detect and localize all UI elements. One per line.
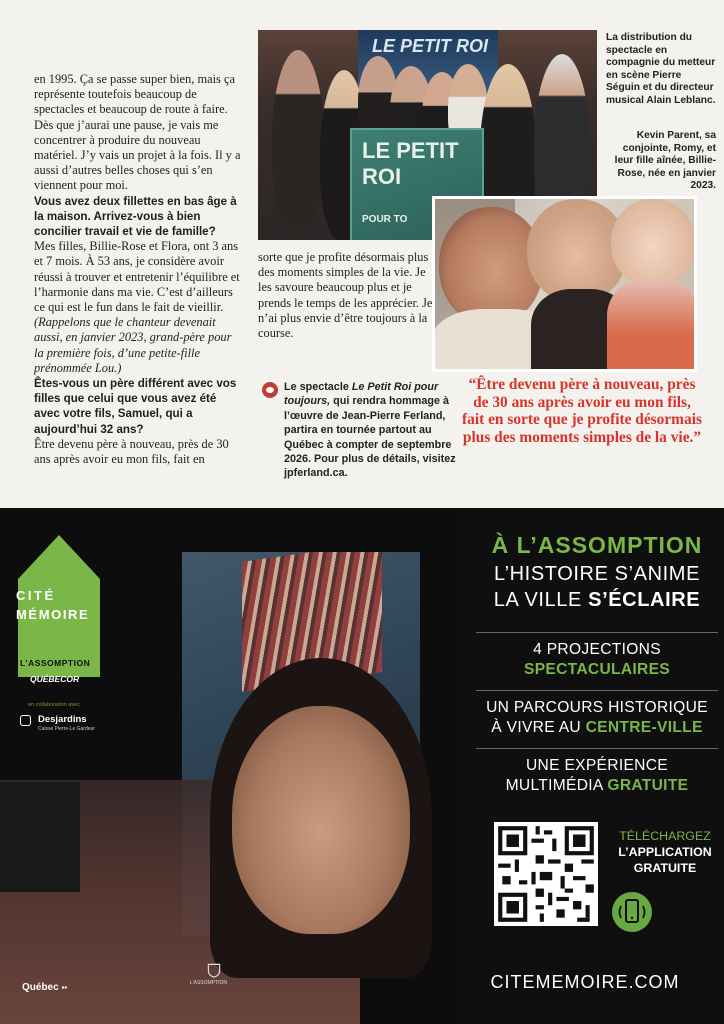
family-photo [432, 196, 697, 372]
collaboration-text: en collaboration avec [28, 702, 80, 708]
qr-code-icon[interactable] [494, 822, 598, 926]
house-silhouette [0, 782, 80, 892]
quebec-logo: Québec ▪▪ [22, 982, 68, 993]
ad-subtitle-1: L’HISTOIRE S’ANIME [493, 563, 701, 585]
paragraph: sorte que je profite désormais plus des moments simples de la vie. Je les savoure beaucoup plus et je prends le temps de les apprécier. Je n’ai plus envie d’être toujours à la course. [258, 250, 433, 341]
ad-text-panel [470, 508, 724, 1024]
article-column-1 [34, 72, 244, 467]
crest-icon [206, 962, 222, 978]
question-1: Vous avez deux fillettes en bas âge à la maison. Arrivez-vous à bien concilier travail et vie de famille? [34, 194, 237, 239]
photo-caption-1: La distribution du spectacle en compagnie du metteur en scène Pierre Séguin et du directeur musical Alain Leblanc. [606, 32, 716, 106]
projection-screen: LE PETIT ROI [358, 30, 498, 100]
ad-subtitle-2: LA VILLE S’ÉCLAIRE [493, 589, 701, 611]
website-url[interactable]: CITEMEMOIRE.COM [490, 972, 680, 992]
question-2: Êtes-vous un père différent avec vos filles que celui que vous avez été avec votre fils, Samuel, qui a aujourd’hui 32 ans? [34, 377, 237, 436]
cite-memoire-logo: CITÉ MÉMOIRE [16, 588, 90, 622]
paragraph: en 1995. Ça se passe super bien, mais ça représente toutefois beaucoup de spectacles et beaucoup de route à faire. Dès que j’aurai une pause, je vais me concentrer à produire du nouveau matériel. J’y vais un projet à la fois. Il y a aussi d’autres belles choses qui s’en viennent pour moi. [34, 72, 241, 193]
pull-quote: “Être devenu père à nouveau, près de 30 ans après avoir eu mon fils, fait en sorte que je profite désormais plus des moments simples de la vie.” [462, 376, 702, 446]
logo-subtitle: L’ASSOMPTION [20, 658, 91, 668]
baby-clothes [607, 279, 697, 371]
feature-parcours: UN PARCOURS HISTORIQUE À VIVRE AU CENTRE-VILLE [486, 699, 708, 736]
article-column-2 [258, 250, 434, 341]
ad-title: À L’ASSOMPTION [491, 532, 703, 558]
ad-image-panel: CITÉ MÉMOIRE L’ASSOMPTION QUÉBECOR en collaboration avec Desjardins Caisse Pierre-Le Gardeur Québec ▪▪ [0, 508, 458, 1024]
woman-face [232, 706, 410, 934]
desjardins-icon [20, 715, 31, 726]
answer-1: Mes filles, Billie-Rose et Flora, ont 3 ans et 7 mois. À 53 ans, je considère avoir réussi à trouver et entretenir l’équilibre et l’harmonie dans ma vie. C’est d’ailleurs ce qui est le fun dans le fait de vieillir. (Rappelons que le chanteur devenait aussi, en janvier 2023, grand-père pour la première fois, d’une petite-fille prénommée Lou.) [34, 239, 240, 375]
article-section: en 1995. Ça se passe super bien, mais ça représente toutefois beaucoup de spectacles et beaucoup de route à faire. Dès que j’aurai une pause, je vais me concentrer à produire du nouveau matériel. J’y vais un projet à la fois. Il y a aussi d’autres belles choses qui s’en viennent pour moi. Vous avez deux fillettes en bas âge à la maison. Arrivez-vous à bien concilier travail et vie de famille? Mes filles, Billie-Rose et Flora, ont 3 ans et 7 mois. À 53 ans, je considère avoir réussi à trouver et entretenir l’équilibre et l’harmonie dans ma vie. C’est d’ailleurs ce qui est le fun dans le fait de vieillir. (Rappelons que le chanteur devenait aussi, en janvier 2023, grand-père pour la première fois, d’une petite-fille prénommée Lou.) Êtes-vous un père différent avec vos filles que celui que vous avez été avec votre fils, Samuel, qui a aujourd’hui 32 ans? Être devenu père à nouveau, près de 30 ans après avoir eu mon fils, fait en sorte que je profite désormais plus des moments simples de la vie. Je les savoure beaucoup plus et je prends le temps de les apprécier. Je n’ai plus envie d’être toujours à la course. LE PETIT ROI LE PETIT ROI POUR TO La distribution du spectacle en compagnie du metteur en scène Pierre Séguin et du directeur musical Alain Leblanc. Kevin Parent, sa conjointe, Romy, et leur fille aînée, Billie-Rose, née en janvier 2023. “Être devenu père à nouveau, près de 30 ans après avoir eu mon fils, fait en sorte que je profite désormais plus des moments simples de la vie.” Le spectacle Le Petit Roi pour toujours, qui rendra hommage à l’œuvre de Jean-Pierre Ferland, partira en tournée partout au Québec à compter de septembre 2026. Pour plus de détails, visitez jpferland.ca. [0, 0, 724, 508]
baby-face [611, 199, 695, 287]
phone-app-icon[interactable] [612, 892, 652, 932]
download-app-text: TÉLÉCHARGEZ L’APPLICATION GRATUITE [618, 829, 712, 875]
man-face [439, 207, 543, 325]
feature-multimedia: UNE EXPÉRIENCE MULTIMÉDIA GRATUITE [505, 757, 689, 794]
feature-projections: 4 PROJECTIONS SPECTACULAIRES [524, 641, 670, 678]
divider [476, 632, 718, 633]
eye-icon [262, 382, 278, 398]
quebecor-logo: QUÉBECOR [30, 674, 80, 684]
cite-memoire-ad: CITÉ MÉMOIRE L’ASSOMPTION QUÉBECOR en collaboration avec Desjardins Caisse Pierre-Le Gardeur Québec ▪▪ À L’ASSOMPTION L’HISTOIRE S’ANIME LA VILLE S’ÉCLAIRE 4 PROJECTIONS SPECTACULAIRES UN PARCOURS HISTORIQUE À VIVRE AU CENTRE-VILLE UNE EXPÉRIENCE MULTIMÉDIA GRATUITE TÉLÉCHARGEZ L’APPLICATION GRATUITE CITEMEMOIRE.COM L’ASSOMPTION [0, 508, 724, 1024]
divider [476, 748, 718, 749]
answer-2: Être devenu père à nouveau, près de 30 ans après avoir eu mon fils, fait en [34, 436, 229, 467]
show-sign: LE PETIT ROI POUR TO [350, 128, 484, 240]
divider [476, 690, 718, 691]
photo-caption-2: Kevin Parent, sa conjointe, Romy, et leur fille aînée, Billie-Rose, née en janvier 2023. [614, 130, 716, 192]
person [272, 50, 324, 230]
